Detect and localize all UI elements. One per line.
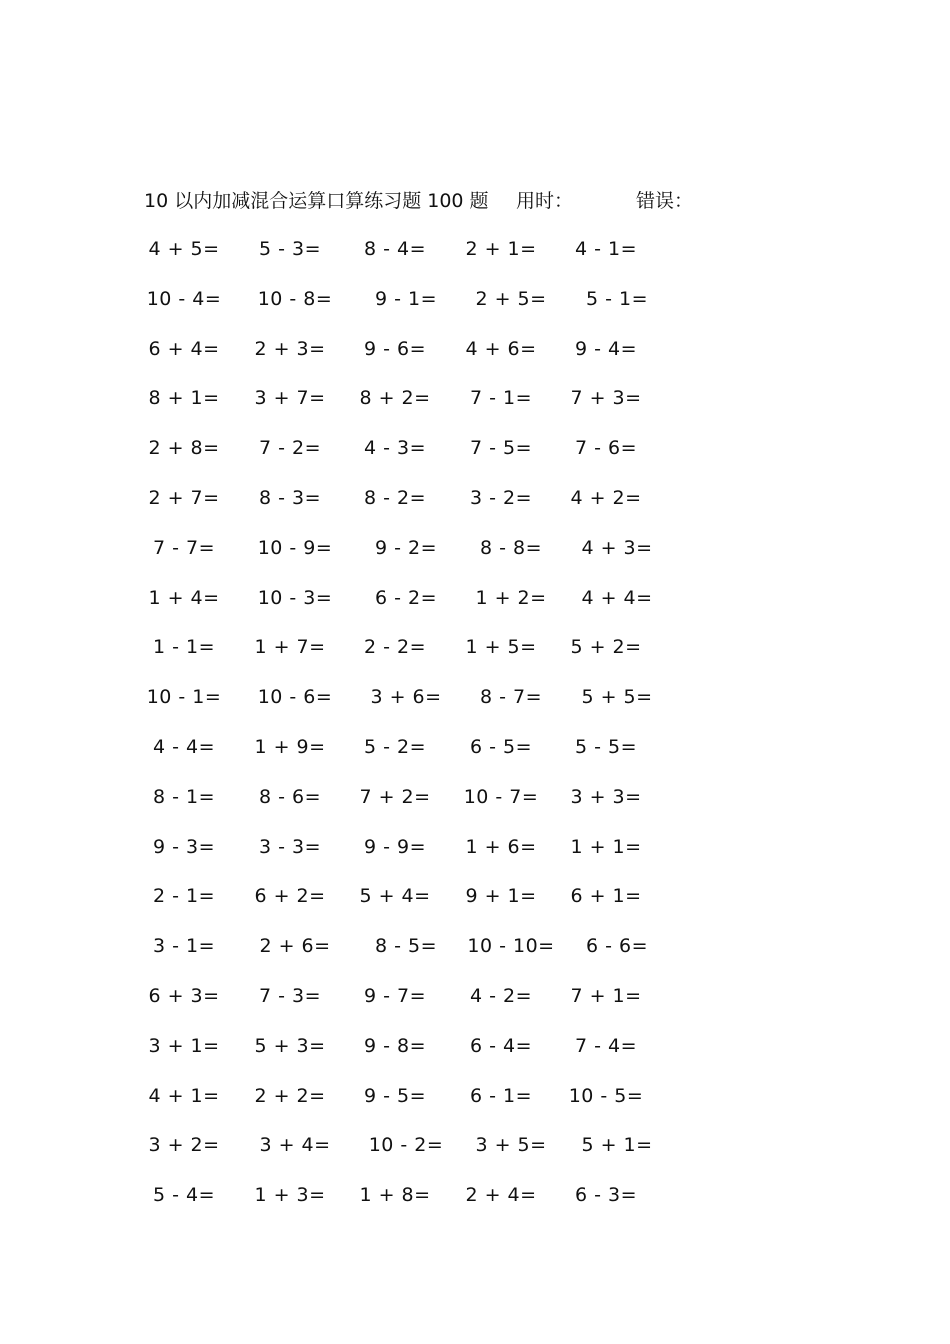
arithmetic-problem: 3 - 2= xyxy=(469,486,533,509)
arithmetic-problem: 5 - 3= xyxy=(258,238,322,260)
arithmetic-problem: 1 + 1= xyxy=(570,835,642,858)
arithmetic-problem: 6 - 2= xyxy=(374,586,438,609)
problem-row xyxy=(0,682,950,732)
arithmetic-problem: 2 + 5= xyxy=(475,287,547,310)
arithmetic-problem: 5 - 2= xyxy=(363,735,427,758)
problem-row xyxy=(0,334,950,384)
arithmetic-problem: 4 + 1= xyxy=(148,1084,220,1107)
arithmetic-problem: 5 + 3= xyxy=(254,1034,326,1057)
arithmetic-problem: 10 - 10= xyxy=(467,935,555,958)
arithmetic-problem: 8 - 5= xyxy=(374,935,438,958)
arithmetic-problem: 9 - 2= xyxy=(374,536,438,559)
arithmetic-problem: 7 - 6= xyxy=(574,437,638,460)
arithmetic-problem: 8 - 4= xyxy=(363,238,427,260)
problem-grid xyxy=(0,234,950,1230)
arithmetic-problem: 7 + 2= xyxy=(359,785,431,808)
problem-row xyxy=(0,1081,950,1131)
arithmetic-problem: 1 + 9= xyxy=(254,735,326,758)
arithmetic-problem: 3 + 3= xyxy=(570,785,642,808)
problem-row xyxy=(0,632,950,682)
arithmetic-problem: 5 + 4= xyxy=(359,885,431,908)
arithmetic-problem: 7 - 5= xyxy=(469,437,533,460)
arithmetic-problem: 6 + 4= xyxy=(148,337,220,360)
arithmetic-problem: 4 - 3= xyxy=(363,437,427,460)
problem-row xyxy=(0,832,950,882)
arithmetic-problem: 1 + 7= xyxy=(254,636,326,659)
arithmetic-problem: 9 - 6= xyxy=(363,337,427,360)
arithmetic-problem: 4 + 2= xyxy=(570,486,642,509)
arithmetic-problem: 10 - 5= xyxy=(568,1084,644,1107)
arithmetic-problem: 1 - 1= xyxy=(152,636,216,659)
arithmetic-problem: 2 + 8= xyxy=(148,437,220,460)
arithmetic-problem: 8 - 1= xyxy=(152,785,216,808)
problem-row xyxy=(0,732,950,782)
arithmetic-problem: 9 - 9= xyxy=(363,835,427,858)
arithmetic-problem: 2 + 7= xyxy=(148,486,220,509)
problem-row xyxy=(0,1130,950,1180)
arithmetic-problem: 9 - 5= xyxy=(363,1084,427,1107)
arithmetic-problem: 3 + 1= xyxy=(148,1034,220,1057)
arithmetic-problem: 2 + 6= xyxy=(259,935,331,958)
arithmetic-problem: 8 + 1= xyxy=(148,387,220,410)
arithmetic-problem: 6 - 3= xyxy=(574,1184,638,1207)
arithmetic-problem: 6 - 4= xyxy=(469,1034,533,1057)
arithmetic-problem: 10 - 4= xyxy=(146,287,222,310)
arithmetic-problem: 8 - 3= xyxy=(258,486,322,509)
arithmetic-problem: 4 + 3= xyxy=(581,536,653,559)
arithmetic-problem: 2 + 1= xyxy=(465,238,537,260)
problem-row xyxy=(0,931,950,981)
arithmetic-problem: 6 + 3= xyxy=(148,984,220,1007)
arithmetic-problem: 9 - 1= xyxy=(374,287,438,310)
arithmetic-problem: 5 - 1= xyxy=(585,287,649,310)
arithmetic-problem: 5 + 5= xyxy=(581,686,653,709)
arithmetic-problem: 5 - 5= xyxy=(574,735,638,758)
arithmetic-problem: 10 - 3= xyxy=(257,586,333,609)
arithmetic-problem: 1 + 2= xyxy=(475,586,547,609)
arithmetic-problem: 5 - 4= xyxy=(152,1184,216,1207)
arithmetic-problem: 2 + 4= xyxy=(465,1184,537,1207)
arithmetic-problem: 4 - 2= xyxy=(469,984,533,1007)
arithmetic-problem: 3 + 6= xyxy=(370,686,442,709)
problem-row xyxy=(0,433,950,483)
arithmetic-problem: 7 - 2= xyxy=(258,437,322,460)
arithmetic-problem: 9 - 4= xyxy=(574,337,638,360)
worksheet-header xyxy=(144,186,764,216)
arithmetic-problem: 3 + 2= xyxy=(148,1134,220,1157)
arithmetic-problem: 3 + 4= xyxy=(259,1134,331,1157)
arithmetic-problem: 4 + 6= xyxy=(465,337,537,360)
arithmetic-problem: 1 + 6= xyxy=(465,835,537,858)
arithmetic-problem: 7 + 1= xyxy=(570,984,642,1007)
problem-row xyxy=(0,782,950,832)
arithmetic-problem: 8 - 6= xyxy=(258,785,322,808)
arithmetic-problem: 1 + 4= xyxy=(148,586,220,609)
arithmetic-problem: 5 + 1= xyxy=(581,1134,653,1157)
arithmetic-problem: 3 - 3= xyxy=(258,835,322,858)
arithmetic-problem: 2 - 2= xyxy=(363,636,427,659)
arithmetic-problem: 10 - 8= xyxy=(257,287,333,310)
arithmetic-problem: 7 - 1= xyxy=(469,387,533,410)
problem-row xyxy=(0,1031,950,1081)
arithmetic-problem: 6 + 1= xyxy=(570,885,642,908)
problem-row xyxy=(0,383,950,433)
arithmetic-problem: 2 + 2= xyxy=(254,1084,326,1107)
arithmetic-problem: 6 - 1= xyxy=(469,1084,533,1107)
arithmetic-problem: 4 - 4= xyxy=(152,735,216,758)
problem-row xyxy=(0,1180,950,1230)
arithmetic-problem: 8 - 7= xyxy=(479,686,543,709)
problem-row xyxy=(0,234,950,284)
arithmetic-problem: 10 - 1= xyxy=(146,686,222,709)
worksheet-title: 10 以内加减混合运算口算练习题 100 题 xyxy=(144,190,489,212)
problem-row xyxy=(0,583,950,633)
arithmetic-problem: 6 + 2= xyxy=(254,885,326,908)
arithmetic-problem: 5 + 2= xyxy=(570,636,642,659)
arithmetic-problem: 9 - 3= xyxy=(152,835,216,858)
arithmetic-problem: 4 + 5= xyxy=(148,238,220,260)
arithmetic-problem: 10 - 6= xyxy=(257,686,333,709)
arithmetic-problem: 8 + 2= xyxy=(359,387,431,410)
arithmetic-problem: 3 + 7= xyxy=(254,387,326,410)
arithmetic-problem: 6 - 6= xyxy=(585,935,649,958)
arithmetic-problem: 9 - 8= xyxy=(363,1034,427,1057)
arithmetic-problem: 7 - 7= xyxy=(152,536,216,559)
arithmetic-problem: 2 - 1= xyxy=(152,885,216,908)
arithmetic-problem: 4 + 4= xyxy=(581,586,653,609)
arithmetic-problem: 9 + 1= xyxy=(465,885,537,908)
arithmetic-problem: 10 - 7= xyxy=(463,785,539,808)
arithmetic-problem: 1 + 3= xyxy=(254,1184,326,1207)
time-used-label: 用时： xyxy=(516,190,574,212)
arithmetic-problem: 6 - 5= xyxy=(469,735,533,758)
arithmetic-problem: 10 - 9= xyxy=(257,536,333,559)
arithmetic-problem: 10 - 2= xyxy=(368,1134,444,1157)
problem-row xyxy=(0,881,950,931)
problem-row xyxy=(0,483,950,533)
problem-row xyxy=(0,533,950,583)
arithmetic-problem: 1 + 8= xyxy=(359,1184,431,1207)
problem-row xyxy=(0,981,950,1031)
arithmetic-problem: 7 - 4= xyxy=(574,1034,638,1057)
arithmetic-problem: 1 + 5= xyxy=(465,636,537,659)
problem-row xyxy=(0,284,950,334)
arithmetic-problem: 7 + 3= xyxy=(570,387,642,410)
arithmetic-problem: 2 + 3= xyxy=(254,337,326,360)
arithmetic-problem: 3 - 1= xyxy=(152,935,216,958)
error-count-label: 错误： xyxy=(636,190,694,212)
arithmetic-problem: 8 - 8= xyxy=(479,536,543,559)
arithmetic-problem: 4 - 1= xyxy=(574,238,638,260)
arithmetic-problem: 3 + 5= xyxy=(475,1134,547,1157)
arithmetic-problem: 9 - 7= xyxy=(363,984,427,1007)
arithmetic-problem: 7 - 3= xyxy=(258,984,322,1007)
arithmetic-problem: 8 - 2= xyxy=(363,486,427,509)
